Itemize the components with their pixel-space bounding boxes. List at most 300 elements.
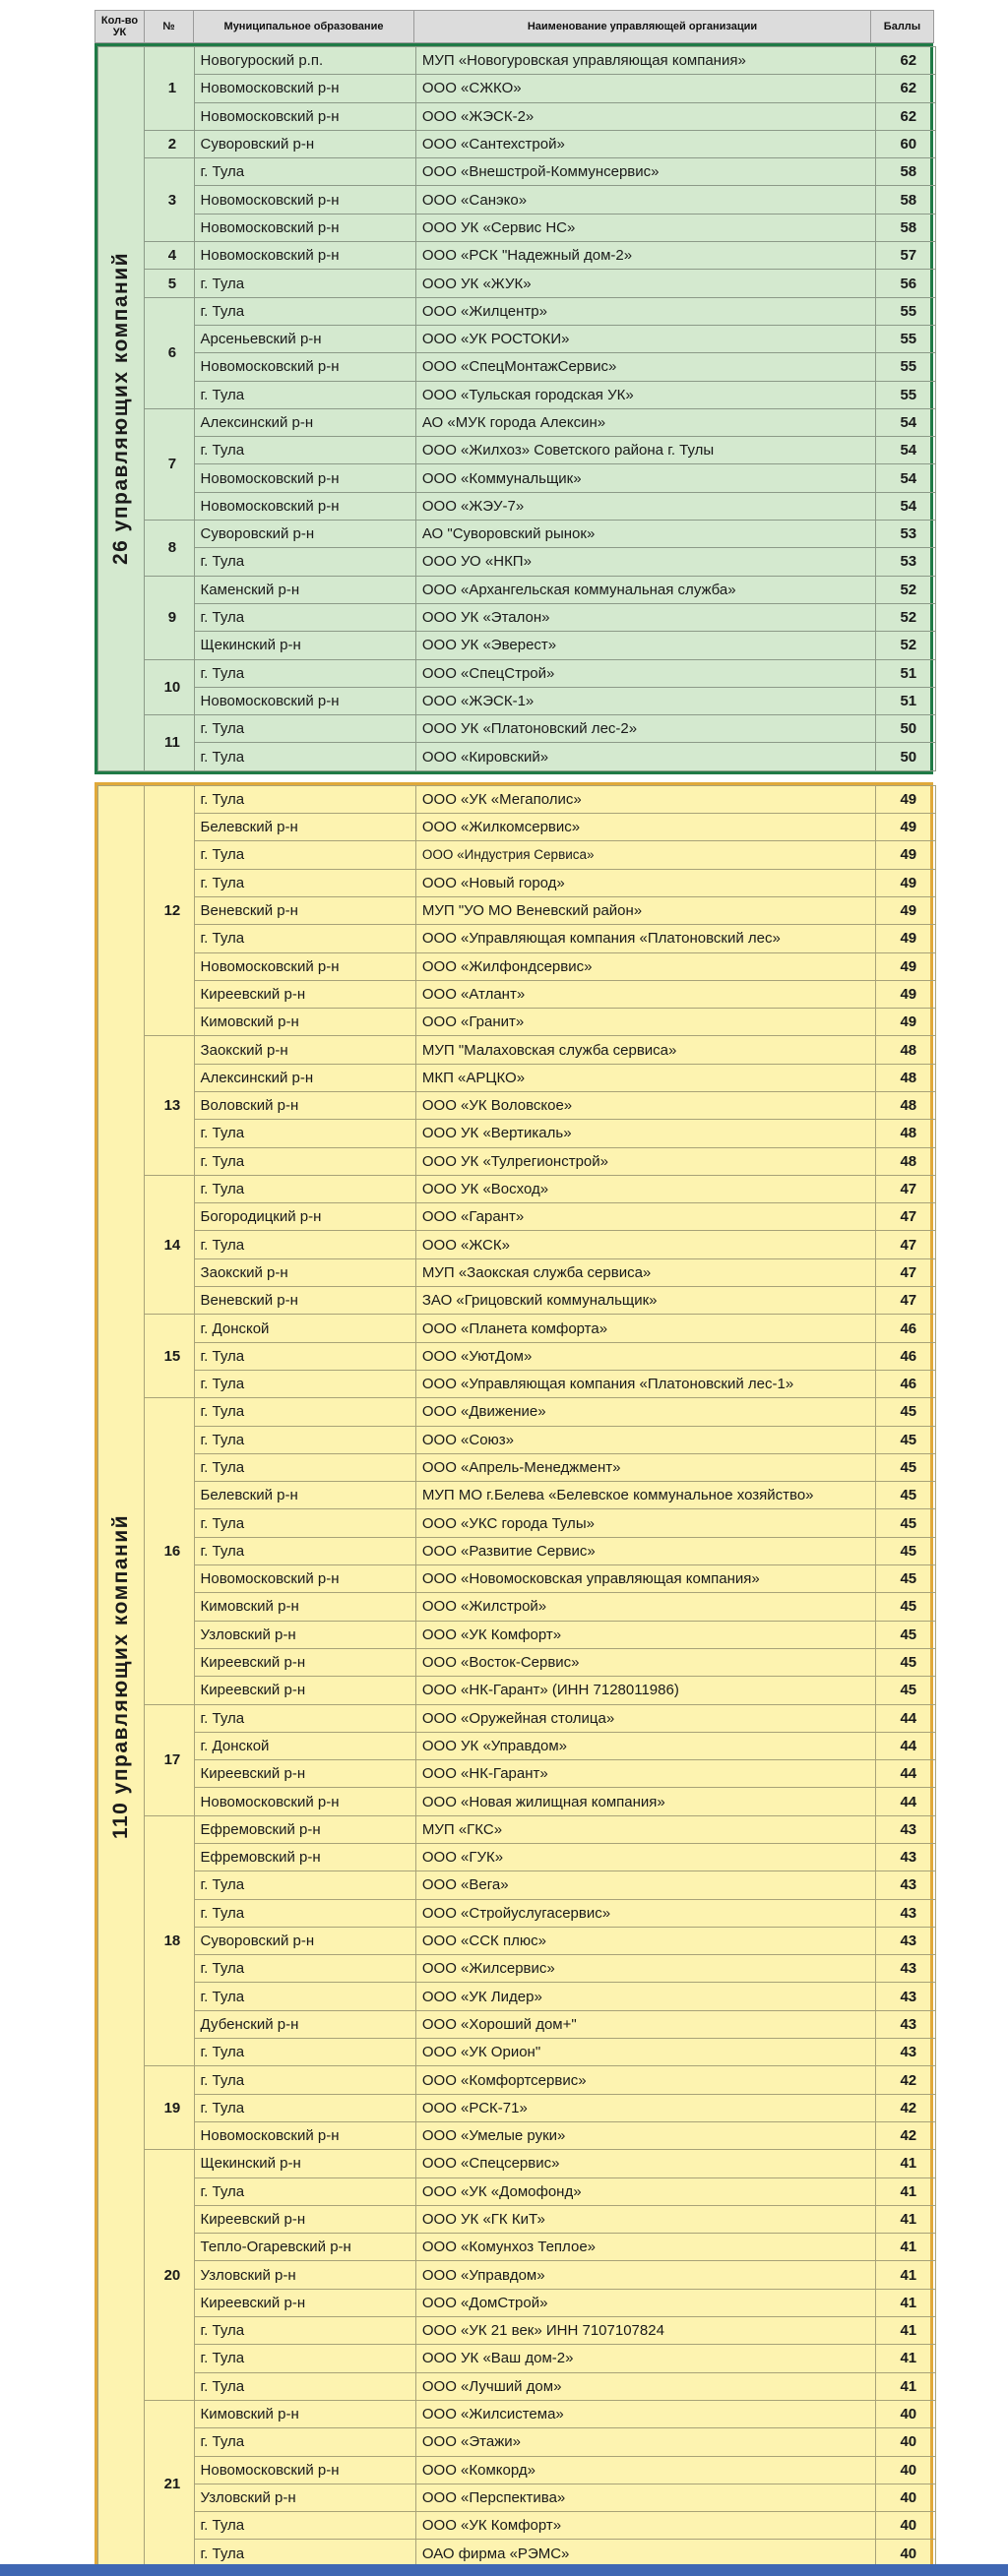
municipality-cell: г. Тула [194,659,415,687]
score-cell: 54 [875,408,935,436]
score-cell: 46 [875,1315,935,1342]
municipality-cell: Веневский р-н [194,896,415,924]
ranking-table [94,10,933,2571]
organization-cell: ООО «Индустрия Сервиса» [415,841,875,869]
municipality-cell: Новомосковский р-н [194,1565,415,1593]
score-cell: 45 [875,1565,935,1593]
table-row [98,1509,936,1537]
organization-cell: ООО «Апрель-Менеджмент» [415,1453,875,1481]
municipality-cell: г. Тула [194,437,415,464]
table-row [98,1203,936,1231]
table-row [98,1565,936,1593]
municipality-cell: г. Тула [194,1453,415,1481]
table-row [98,325,936,352]
organization-cell: ООО «ЖЭСК-1» [415,687,875,714]
score-cell: 43 [875,1815,935,1843]
score-cell: 40 [875,2484,935,2511]
score-cell: 45 [875,1482,935,1509]
score-cell: 44 [875,1732,935,1759]
table-row [98,1593,936,1621]
score-cell: 49 [875,980,935,1008]
municipality-cell: Киреевский р-н [194,2205,415,2233]
organization-cell: ООО УК «Восход» [415,1175,875,1202]
municipality-cell: Узловский р-н [194,1621,415,1648]
municipality-cell: г. Тула [194,2512,415,2540]
municipality-cell: Новомосковский р-н [194,952,415,980]
organization-cell: ООО УК «Тулрегионстрой» [415,1147,875,1175]
score-cell: 45 [875,1426,935,1453]
score-cell: 48 [875,1036,935,1064]
score-cell: 49 [875,925,935,952]
organization-cell: ООО «ДомСтрой» [415,2289,875,2316]
municipality-cell: Киреевский р-н [194,1648,415,1676]
municipality-cell: Новомосковский р-н [194,687,415,714]
organization-cell: ООО «Атлант» [415,980,875,1008]
score-cell: 47 [875,1231,935,1258]
municipality-cell: г. Тула [194,1370,415,1397]
organization-cell: ООО «УК Лидер» [415,1983,875,2010]
municipality-cell: Ефремовский р-н [194,1844,415,1871]
score-cell: 47 [875,1258,935,1286]
table-row [98,464,936,492]
municipality-cell: г. Тула [194,1231,415,1258]
table-row [98,158,936,186]
rank-number: 15 [145,1315,194,1398]
municipality-cell: Киреевский р-н [194,1677,415,1704]
organization-cell: ООО «Жилкомсервис» [415,814,875,841]
table-row [98,2289,936,2316]
municipality-cell: Новомосковский р-н [194,2456,415,2484]
municipality-cell: г. Тула [194,1537,415,1564]
organization-cell: ООО «Новомосковская управляющая компания» [415,1565,875,1593]
municipality-cell: Каменский р-н [194,576,415,603]
tier-label [98,47,145,771]
score-cell: 41 [875,2205,935,2233]
score-cell: 48 [875,1120,935,1147]
score-cell: 40 [875,2400,935,2427]
table-row [98,1315,936,1342]
municipality-cell: г. Тула [194,743,415,770]
organization-cell: ООО УК «Эверест» [415,632,875,659]
organization-cell: ООО УО «НКП» [415,548,875,576]
score-cell: 41 [875,2345,935,2372]
organization-cell: ООО «Коммунальщик» [415,464,875,492]
organization-cell: ООО «Внешстрой-Коммунсервис» [415,158,875,186]
organization-cell: ООО «Санэко» [415,186,875,214]
organization-cell: ООО «Восток-Сервис» [415,1648,875,1676]
organization-cell: ООО «Перспектива» [415,2484,875,2511]
score-cell: 52 [875,603,935,631]
organization-cell: ООО «Стройуслугасервис» [415,1899,875,1927]
table-row [98,75,936,102]
table-row [98,1064,936,1091]
organization-cell: ООО «Оружейная столица» [415,1704,875,1732]
organization-cell: МУП «Новогуровская управляющая компания» [415,47,875,75]
municipality-cell: Кимовский р-н [194,1593,415,1621]
table-row [98,270,936,297]
table-row [98,2540,936,2567]
score-cell: 42 [875,2066,935,2094]
header-score: Баллы [871,11,934,43]
organization-cell: ООО «Этажи» [415,2428,875,2456]
header-row [95,11,934,43]
score-cell: 55 [875,381,935,408]
municipality-cell: Новомосковский р-н [194,102,415,130]
score-cell: 49 [875,896,935,924]
organization-cell: МКП «АРЦКО» [415,1064,875,1091]
table-row [98,1482,936,1509]
municipality-cell: Дубенский р-н [194,2010,415,2038]
organization-cell: ООО «СЖКО» [415,75,875,102]
table-row [98,2456,936,2484]
tier-label-text: 26 управляющих компаний [109,252,133,566]
municipality-cell: Новомосковский р-н [194,242,415,270]
organization-cell: ООО УК «Вертикаль» [415,1120,875,1147]
table-row [98,659,936,687]
municipality-cell: Новомосковский р-н [194,214,415,241]
table-row [98,186,936,214]
organization-cell: ООО «ЖЭСК-2» [415,102,875,130]
score-cell: 46 [875,1342,935,1370]
municipality-cell: г. Тула [194,2540,415,2567]
municipality-cell: г. Тула [194,548,415,576]
table-row [98,1871,936,1899]
table-row [98,869,936,896]
municipality-cell: г. Тула [194,2066,415,2094]
score-cell: 53 [875,521,935,548]
rank-number: 4 [145,242,194,270]
score-cell: 40 [875,2540,935,2567]
organization-cell: ООО «Комунхоз Теплое» [415,2234,875,2261]
table-row [98,632,936,659]
municipality-cell: Новомосковский р-н [194,1788,415,1815]
municipality-cell: г. Тула [194,2372,415,2400]
score-cell: 44 [875,1704,935,1732]
table-row [98,297,936,325]
organization-cell: ООО «УК «Домофонд» [415,2177,875,2205]
organization-cell: ООО УК «Сервис НС» [415,214,875,241]
organization-cell: ООО «Комкорд» [415,2456,875,2484]
score-cell: 62 [875,47,935,75]
rank-number: 17 [145,1704,194,1815]
score-cell: 41 [875,2177,935,2205]
municipality-cell: Кимовский р-н [194,1009,415,1036]
organization-cell: ООО УК «ЖУК» [415,270,875,297]
score-cell: 60 [875,130,935,157]
table-row [98,952,936,980]
top-tier-block [94,43,933,774]
score-cell: 52 [875,576,935,603]
organization-cell: ООО «СпецМонтажСервис» [415,353,875,381]
header-organization: Наименование управляющей организации [414,11,871,43]
municipality-cell: Новомосковский р-н [194,186,415,214]
municipality-cell: г. Тула [194,1426,415,1453]
score-cell: 43 [875,1844,935,1871]
rank-number: 16 [145,1398,194,1704]
table-row [98,1704,936,1732]
table-row [98,1677,936,1704]
municipality-cell: Узловский р-н [194,2484,415,2511]
table-row [98,2010,936,2038]
rank-number: 20 [145,2150,194,2401]
table-row [98,841,936,869]
organization-cell: ООО «Управдом» [415,2261,875,2289]
score-cell: 41 [875,2372,935,2400]
municipality-cell: Ефремовский р-н [194,1815,415,1843]
municipality-cell: Кимовский р-н [194,2400,415,2427]
rank-number: 13 [145,1036,194,1175]
table-row [98,492,936,520]
organization-cell: ООО «Сантехстрой» [415,130,875,157]
organization-cell: ООО «Гранит» [415,1009,875,1036]
table-row [98,2345,936,2372]
score-cell: 45 [875,1398,935,1426]
municipality-cell: Белевский р-н [194,1482,415,1509]
municipality-cell: г. Тула [194,1398,415,1426]
rank-number: 18 [145,1815,194,2066]
score-cell: 43 [875,2010,935,2038]
score-cell: 45 [875,1593,935,1621]
organization-cell: ООО «Кировский» [415,743,875,770]
score-cell: 49 [875,952,935,980]
organization-cell: ООО УК «Управдом» [415,1732,875,1759]
table-row [98,47,936,75]
score-cell: 43 [875,1955,935,1983]
bottom-bar [0,2564,1008,2576]
score-cell: 45 [875,1677,935,1704]
score-cell: 58 [875,214,935,241]
score-cell: 41 [875,2289,935,2316]
table-row [98,2234,936,2261]
organization-cell: МУП "УО МО Веневский район» [415,896,875,924]
score-cell: 52 [875,632,935,659]
rank-number: 7 [145,408,194,520]
organization-cell: ООО «ГУК» [415,1844,875,1871]
score-cell: 45 [875,1648,935,1676]
second-tier-rows [98,785,936,2567]
municipality-cell: Киреевский р-н [194,980,415,1008]
table-row [98,548,936,576]
table-row [98,102,936,130]
municipality-cell: г. Тула [194,297,415,325]
score-cell: 47 [875,1175,935,1202]
municipality-cell: Щекинский р-н [194,2150,415,2177]
rank-number: 19 [145,2066,194,2150]
table-row [98,814,936,841]
table-row [98,1120,936,1147]
table-row [98,1537,936,1564]
organization-cell: ООО «Новый город» [415,869,875,896]
table-row [98,1815,936,1843]
rank-number: 1 [145,47,194,131]
score-cell: 48 [875,1064,935,1091]
table-row [98,2066,936,2094]
score-cell: 45 [875,1509,935,1537]
organization-cell: ООО «Новая жилищная компания» [415,1788,875,1815]
organization-cell: ООО «СпецСтрой» [415,659,875,687]
table-row [98,2428,936,2456]
table-row [98,743,936,770]
top-tier-rows [98,47,936,771]
table-row [98,896,936,924]
organization-cell: ООО «Управляющая компания «Платоновский лес-1» [415,1370,875,1397]
organization-cell: ООО «Движение» [415,1398,875,1426]
municipality-cell: г. Тула [194,1509,415,1537]
municipality-cell: Новомосковский р-н [194,492,415,520]
rank-number: 6 [145,297,194,408]
municipality-cell: Новомосковский р-н [194,75,415,102]
organization-cell: ООО УК «Эталон» [415,603,875,631]
organization-cell: ООО «Жилсистема» [415,2400,875,2427]
municipality-cell: г. Тула [194,270,415,297]
organization-cell: ООО УК «Ваш дом-2» [415,2345,875,2372]
organization-cell: ООО «УК 21 век» ИНН 7107107824 [415,2317,875,2345]
table-row [98,437,936,464]
organization-cell: ООО «Спецсервис» [415,2150,875,2177]
table-row [98,1426,936,1453]
score-cell: 41 [875,2261,935,2289]
municipality-cell: Новомосковский р-н [194,353,415,381]
organization-cell: ОАО фирма «РЭМС» [415,2540,875,2567]
table-row [98,521,936,548]
score-cell: 41 [875,2317,935,2345]
score-cell: 45 [875,1537,935,1564]
score-cell: 42 [875,2094,935,2121]
organization-cell: ООО «ССК плюс» [415,1927,875,1954]
table-row [98,1732,936,1759]
municipality-cell: г. Тула [194,1342,415,1370]
table-row [98,1899,936,1927]
table-row [98,925,936,952]
tier-label-text: 110 управляющих компаний [109,1513,133,1839]
score-cell: 43 [875,1927,935,1954]
score-cell: 57 [875,242,935,270]
municipality-cell: г. Тула [194,1955,415,1983]
table-row [98,2039,936,2066]
organization-cell: ООО «РСК "Надежный дом-2» [415,242,875,270]
rank-number: 12 [145,785,194,1036]
organization-cell: АО "Суворовский рынок» [415,521,875,548]
municipality-cell: г. Тула [194,715,415,743]
score-cell: 43 [875,2039,935,2066]
municipality-cell: г. Тула [194,1899,415,1927]
municipality-cell: г. Тула [194,841,415,869]
score-cell: 49 [875,814,935,841]
score-cell: 44 [875,1788,935,1815]
municipality-cell: Белевский р-н [194,814,415,841]
table-row [98,2400,936,2427]
rank-number: 2 [145,130,194,157]
table-row [98,214,936,241]
municipality-cell: г. Тула [194,381,415,408]
organization-cell: ООО «Архангельская коммунальная служба» [415,576,875,603]
table-row [98,242,936,270]
rank-number: 21 [145,2400,194,2567]
score-cell: 49 [875,841,935,869]
organization-cell: ООО «Хороший дом+" [415,2010,875,2038]
header-municipality: Муниципальное образование [194,11,414,43]
table-row [98,1398,936,1426]
score-cell: 45 [875,1453,935,1481]
rank-number: 5 [145,270,194,297]
score-cell: 55 [875,325,935,352]
score-cell: 44 [875,1760,935,1788]
organization-cell: ООО «Умелые руки» [415,2121,875,2149]
score-cell: 50 [875,715,935,743]
municipality-cell: Новомосковский р-н [194,464,415,492]
rank-number: 9 [145,576,194,659]
table-row [98,353,936,381]
organization-cell: ООО «Комфортсервис» [415,2066,875,2094]
table-row [98,1175,936,1202]
municipality-cell: Алексинский р-н [194,408,415,436]
organization-cell: ООО «Жилфондсервис» [415,952,875,980]
score-cell: 55 [875,297,935,325]
municipality-cell: Суворовский р-н [194,521,415,548]
header-count: Кол-во УК [95,11,145,43]
municipality-cell: г. Тула [194,1175,415,1202]
score-cell: 43 [875,1983,935,2010]
table-row [98,785,936,813]
table-row [98,1453,936,1481]
organization-cell: ООО «Планета комфорта» [415,1315,875,1342]
score-cell: 58 [875,186,935,214]
table-row [98,1955,936,1983]
table-row [98,2512,936,2540]
table-row [98,1844,936,1871]
municipality-cell: г. Тула [194,1983,415,2010]
score-cell: 62 [875,102,935,130]
municipality-cell: г. Донской [194,1732,415,1759]
municipality-cell: Заокский р-н [194,1036,415,1064]
organization-cell: ООО «УК Орион" [415,2039,875,2066]
table-row [98,1788,936,1815]
score-cell: 51 [875,687,935,714]
municipality-cell: г. Тула [194,2317,415,2345]
organization-cell: ООО «УК РОСТОКИ» [415,325,875,352]
score-cell: 41 [875,2150,935,2177]
score-cell: 42 [875,2121,935,2149]
score-cell: 56 [875,270,935,297]
table-row [98,1760,936,1788]
score-cell: 40 [875,2456,935,2484]
organization-cell: ООО «УК Комфорт» [415,1621,875,1648]
municipality-cell: Щекинский р-н [194,632,415,659]
municipality-cell: г. Тула [194,1120,415,1147]
municipality-cell: Веневский р-н [194,1287,415,1315]
municipality-cell: Воловский р-н [194,1091,415,1119]
organization-cell: МУП "Малаховская служба сервиса» [415,1036,875,1064]
table-row [98,2121,936,2149]
organization-cell: ООО «Жилхоз» Советского района г. Тулы [415,437,875,464]
municipality-cell: г. Тула [194,2428,415,2456]
table-row [98,1287,936,1315]
table-row [98,2205,936,2233]
municipality-cell: г. Тула [194,2345,415,2372]
municipality-cell: Суворовский р-н [194,130,415,157]
organization-cell: ООО УК «ГК КиТ» [415,2205,875,2233]
municipality-cell: г. Тула [194,1704,415,1732]
municipality-cell: г. Тула [194,158,415,186]
organization-cell: ООО «Тульская городская УК» [415,381,875,408]
municipality-cell: Арсеньевский р-н [194,325,415,352]
organization-cell: МУП «ГКС» [415,1815,875,1843]
table-row [98,2372,936,2400]
score-cell: 62 [875,75,935,102]
score-cell: 54 [875,492,935,520]
score-cell: 48 [875,1091,935,1119]
organization-cell: ООО «Жилсервис» [415,1955,875,1983]
